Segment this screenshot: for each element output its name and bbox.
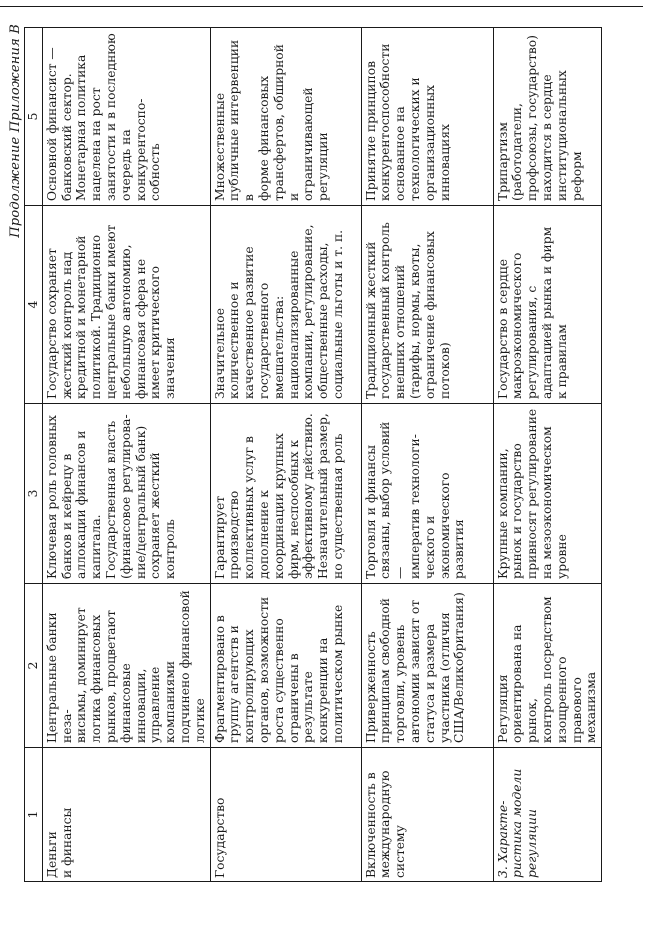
table-cell: Гарантирует производство коллективных услуг в дополнение к координации крупных фирм, неспособных к эффективному действию. Незначительный размер, но существенная роль [210,404,361,584]
table-cell: Фрагментировано в группу агентств и контролирующих органов, возможности роста существенно ограничены в результате конкуренции на политическом рынке [210,584,361,748]
table-cell: Государство в сердце макроэкономического регулирования, с адаптацией рынка и фирм к правилам [493,206,602,404]
table-cell: Торговля и финансы связаны, выбор условий — императив технологи- ческого и экономического развития [361,404,493,584]
page-edge-rule [0,6,643,7]
table-cell: Традиционный жесткий государственный контроль внешних отношений (тарифы, нормы, квоты, ограничение финансовых потоков) [361,206,493,404]
table-cell: Ключевая роль головных банков и кейрецу в аллокации финансов и капитала. Государственная власть (финансовое регулирова- ние/центральный банк) сохраняет жесткий контроль [42,404,210,584]
table-row-regulation-model [493,28,602,882]
column-number: 3 [25,404,43,584]
table-cell: Основной финансист — банковский сектор. Монетарная политика нацелена на рост занятости и в последнюю очередь на конкурентоспо- собность [42,28,210,206]
continuation-title: Продолжение Приложения В [8,24,23,238]
column-number-row [25,28,43,882]
table-cell: Регуляция ориентирована на рынок, контроль посредством изощренного правового механизма [493,584,602,748]
table-cell: Приверженность принципам свободной торговли, уровень автономии зависит от статуса и размера участника (отличия США/Великобритания) [361,584,493,748]
table-cell: Государство сохраняет жесткий контроль над кредитной и монетарной политикой. Традиционно центральные банки имеют небольшую автономию, финансовая сфера не имеет критического значения [42,206,210,404]
row-heading: Деньги и финансы [42,748,210,882]
column-number: 1 [25,748,43,882]
table-cell: Трипартизм (работодатели, профсоюзы, государство) находится в сердце институциональных реформ [493,28,602,206]
table-row-money-finance [42,28,210,882]
table-cell: Принятие принципов конкурентоспособности основанное на технологических и организационных инновациях [361,28,493,206]
table-cell: Множественные публичные интервенции в форме финансовых трансфертов, обширной и ограничивающей регуляции [210,28,361,206]
row-heading: 3. Характе- ристика модели регуляции [493,748,602,882]
row-heading: Государство [210,748,361,882]
column-number: 4 [25,206,43,404]
column-number: 2 [25,584,43,748]
table-cell: Значительное количественное и качественное развитие государственного вмешательства: национализированные компании, регулирование, общественные расходы, социальные льготы и т. п. [210,206,361,404]
table-row-international-system [361,28,493,882]
table-cell: Центральные банки неза- висимы, доминирует логика финансовых рынков, процветают финансовые инновации, управление компаниями подчинено финансовой логике [42,584,210,748]
row-heading: Включенность в международную систему [361,748,493,882]
column-number: 5 [25,28,43,206]
table-cell: Крупные компании, рынок и государство привносят регулирование на мезоэкономическом уровне [493,404,602,584]
table-row-state [210,28,361,882]
comparison-table [24,27,602,882]
